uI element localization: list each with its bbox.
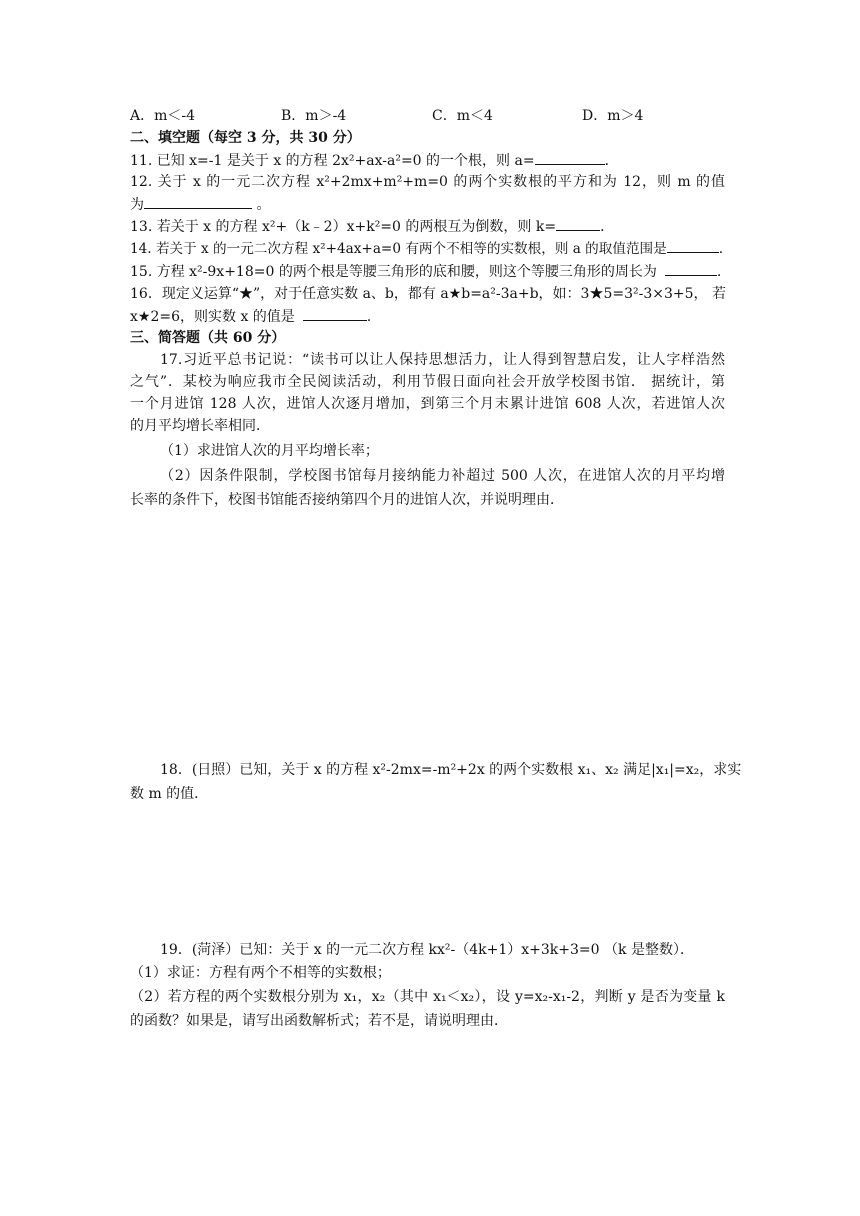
q11-end: ． xyxy=(604,153,619,169)
q16-answer-blank[interactable] xyxy=(303,306,367,321)
question-17-line1: 17.习近平总书记说：“读书可以让人保持思想活力，让人得到智慧启发，让人字样浩然 xyxy=(160,352,725,368)
q13-end: ． xyxy=(600,219,615,235)
question-14 xyxy=(130,238,723,258)
q14-text: 14. 若关于 x 的一元二次方程 x²+4ax+a=0 有两个不相等的实数根，则 a 的取值范围是 xyxy=(130,241,667,257)
q14-answer-blank[interactable] xyxy=(667,238,719,253)
option-c: C．m＜4 xyxy=(432,108,493,124)
q12-text: 为 xyxy=(130,197,144,213)
section-title-fill-in: 二、填空题（每空 3 分，共 30 分） xyxy=(130,130,361,146)
option-d: D．m＞4 xyxy=(582,108,644,124)
section-title-short-answer: 三、简答题（共 60 分） xyxy=(130,330,286,346)
option-b: B．m＞-4 xyxy=(281,108,347,124)
question-15 xyxy=(130,261,721,281)
q15-text: 15. 方程 x²-9x+18=0 的两个根是等腰三角形的底和腰，则这个等腰三角形的周长为 xyxy=(130,264,657,280)
question-19-line1: 19．(菏泽）已知：关于 x 的一元二次方程 kx²-（4k+1）x+3k+3=0 （k 是整数）． xyxy=(160,942,694,958)
question-19-sub1: （1）求证：方程有两个不相等的实数根； xyxy=(130,965,391,981)
q15-answer-blank[interactable] xyxy=(665,261,717,276)
q12-answer-blank[interactable] xyxy=(144,194,252,209)
q13-text: 13. 若关于 x 的方程 x²+（k﹣2）x+k²=0 的两根互为倒数，则 k= xyxy=(130,219,557,235)
question-16-line1: 16．现定义运算“★”，对于任意实数 a、b，都有 a★b=a²-3a+b，如：3★5=3²-3×3+5， 若 xyxy=(130,286,726,302)
q11-answer-blank[interactable] xyxy=(535,150,605,165)
question-16-line2 xyxy=(130,306,371,326)
question-17-line2: 之气”．某校为响应我市全民阅读活动，利用节假日面向社会开放学校图书馆． 据统计，第 xyxy=(130,374,725,390)
q13-answer-blank[interactable] xyxy=(556,216,600,231)
q16-text: x★2=6，则实数 x 的值是 xyxy=(130,309,295,325)
question-19-sub2-line2: 的函数？如果是，请写出函数解析式；若不是，请说明理由． xyxy=(130,1013,508,1029)
question-17-sub1: （1）求进馆人次的月平均增长率； xyxy=(160,443,379,459)
question-17-line4: 的月平均增长率相同． xyxy=(130,418,270,434)
question-18-line2: 数 m 的值． xyxy=(130,786,209,802)
question-18-line1: 18．(日照）已知，关于 x 的方程 x²-2mx=-m²+2x 的两个实数根 x₁、x₂ 满足|x₁|=x₂，求实 xyxy=(160,762,742,778)
question-19-sub2-line1: （2）若方程的两个实数根分别为 x₁，x₂（其中 x₁＜x₂），设 y=x₂-x₁-2，判断 y 是否为变量 k xyxy=(130,989,725,1005)
q14-end: . xyxy=(718,241,724,257)
q11-text: 11. 已知 x=-1 是关于 x 的方程 2x²+ax-a²=0 的一个根，则 a= xyxy=(130,153,535,169)
question-17-sub2-line1: （2）因条件限制，学校图书馆每月接纳能力补超过 500 人次，在进馆人次的月平均增 xyxy=(160,468,725,484)
question-13 xyxy=(130,216,614,236)
question-12-line1: 12. 关于 x 的一元二次方程 x²+2mx+m²+m=0 的两个实数根的平方和为 12，则 m 的值 xyxy=(130,174,725,190)
option-a: A．m＜-4 xyxy=(130,108,196,124)
q15-end: . xyxy=(716,264,722,280)
question-17-sub2-line2: 长率的条件下，校图书馆能否接纳第四个月的进馆人次，并说明理由． xyxy=(130,492,564,508)
q16-end: . xyxy=(366,309,372,325)
question-11 xyxy=(130,150,619,170)
q12-end: 。 xyxy=(252,197,271,213)
question-17-line3: 一个月进馆 128 人次，进馆人次逐月增加，到第三个月末累计进馆 608 人次，若进馆人次 xyxy=(130,396,725,412)
question-12-line2 xyxy=(130,194,270,214)
